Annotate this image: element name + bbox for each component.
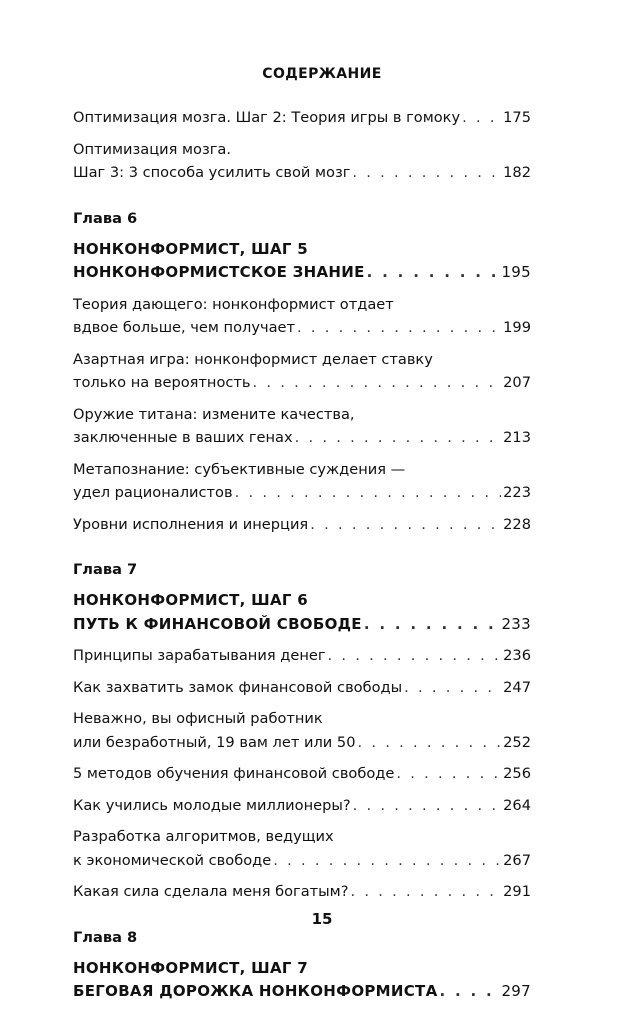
- dot-leader: [273, 849, 501, 873]
- dot-leader: [353, 794, 502, 818]
- toc-entry[interactable]: [73, 707, 531, 754]
- chapter-title-line: НОНКОНФОРМИСТ, ШАГ 6: [73, 591, 309, 609]
- entry-title-line: Как захватить замок финансовой свободы: [73, 678, 403, 696]
- entry-title-line: к экономической свободе: [73, 851, 272, 869]
- chapter-title-line: НОНКОНФОРМИСТ, ШАГ 5: [73, 239, 309, 258]
- entry-page-number: 291: [503, 883, 531, 900]
- toc-entry[interactable]: [73, 880, 531, 904]
- chapter-label: Глава 7: [73, 561, 138, 578]
- entry-page-number: 252: [503, 733, 531, 751]
- toc-entry[interactable]: [73, 676, 531, 700]
- toc-entry[interactable]: [73, 403, 531, 450]
- chapter-title-line: ПУТЬ К ФИНАНСОВОЙ СВОБОДЕ: [73, 614, 362, 633]
- dot-leader: [367, 261, 500, 285]
- entry-page-number: 256: [503, 765, 531, 782]
- dot-leader: [253, 371, 502, 395]
- dot-leader: [328, 644, 502, 668]
- entry-title-line: 5 методов обучения финансовой свободе: [73, 765, 395, 782]
- entry-title-line: Шаг 3: 3 способа усилить свой мозг: [73, 164, 351, 181]
- dot-leader: [310, 513, 501, 537]
- entry-title-line: Азартная игра: нонконформист делает ставку: [73, 350, 433, 368]
- page-number: 15: [311, 910, 333, 928]
- entry-title-line: Какая сила сделала меня богатым?: [73, 883, 349, 900]
- chapter-title-line: НОНКОНФОРМИСТ, ШАГ 7: [73, 958, 309, 977]
- toc-entry[interactable]: [73, 138, 531, 185]
- entry-title-line: Неважно, вы офисный работник: [73, 710, 323, 727]
- entry-page-number: 213: [503, 429, 531, 446]
- entry-title-line: удел рационалистов: [73, 484, 233, 501]
- entry-page-number: 175: [503, 109, 531, 126]
- toc-entry[interactable]: [73, 825, 531, 872]
- chapter-label: Глава 6: [73, 209, 138, 227]
- entry-title-line: Оптимизация мозга. Шаг 2: Теория игры в гомоку: [73, 109, 461, 126]
- entry-title-line: Принципы зарабатывания денег: [73, 647, 326, 664]
- dot-leader: [358, 731, 502, 755]
- entry-title-line: Как учились молодые миллионеры?: [73, 796, 351, 814]
- entry-page-number: 182: [503, 164, 531, 181]
- entry-title-line: только на вероятность: [73, 374, 251, 391]
- toc-entry[interactable]: [73, 794, 531, 818]
- dot-leader: [462, 106, 501, 130]
- entry-title-line: Оружие титана: измените качества,: [73, 405, 355, 423]
- dot-leader: [404, 676, 501, 700]
- entry-page-number: 267: [503, 851, 531, 869]
- entry-page-number: 223: [503, 484, 531, 501]
- entry-title-line: Метапознание: субъективные суждения —: [73, 460, 406, 478]
- entry-page-number: 207: [503, 374, 531, 391]
- chapter-title[interactable]: [73, 589, 531, 636]
- entry-title-line: Уровни исполнения и инерция: [73, 515, 309, 533]
- dot-leader: [352, 161, 501, 185]
- entry-title-line: Оптимизация мозга.: [73, 140, 231, 158]
- chapter-page-number: 297: [501, 982, 531, 1000]
- chapter-page-number: 195: [501, 263, 531, 281]
- table-of-contents: [73, 106, 531, 1012]
- entry-page-number: 236: [503, 647, 531, 664]
- entry-title-line: заключенные в ваших генах: [73, 429, 293, 446]
- toc-entry[interactable]: [73, 644, 531, 668]
- dot-leader: [350, 880, 501, 904]
- entry-title-line: или безработный, 19 вам лет или 50: [73, 733, 356, 751]
- entry-page-number: 264: [503, 796, 531, 814]
- page-title: СОДЕРЖАНИЕ: [262, 66, 382, 82]
- dot-leader: [396, 762, 501, 786]
- chapter-title-line: БЕГОВАЯ ДОРОЖКА НОНКОНФОРМИСТА: [73, 982, 438, 1000]
- entry-title-line: Разработка алгоритмов, ведущих: [73, 828, 334, 845]
- dot-leader: [235, 481, 502, 505]
- entry-page-number: 247: [503, 678, 531, 696]
- chapter-title[interactable]: [73, 957, 531, 1004]
- toc-entry[interactable]: [73, 513, 531, 537]
- entry-page-number: 228: [503, 515, 531, 533]
- entry-title-line: Теория дающего: нонконформист отдает: [73, 295, 394, 313]
- toc-entry[interactable]: [73, 348, 531, 395]
- toc-entry[interactable]: [73, 762, 531, 786]
- dot-leader: [297, 316, 501, 340]
- dot-leader: [364, 613, 500, 637]
- toc-entry[interactable]: [73, 458, 531, 505]
- toc-entry[interactable]: [73, 106, 531, 130]
- chapter-label: Глава 8: [73, 928, 138, 946]
- toc-entry[interactable]: [73, 293, 531, 340]
- dot-leader: [295, 426, 502, 450]
- chapter-title-line: НОНКОНФОРМИСТСКОЕ ЗНАНИЕ: [73, 263, 365, 281]
- chapter-title[interactable]: [73, 238, 531, 285]
- chapter-page-number: 233: [501, 614, 531, 633]
- entry-page-number: 199: [503, 319, 531, 336]
- entry-title-line: вдвое больше, чем получает: [73, 319, 296, 336]
